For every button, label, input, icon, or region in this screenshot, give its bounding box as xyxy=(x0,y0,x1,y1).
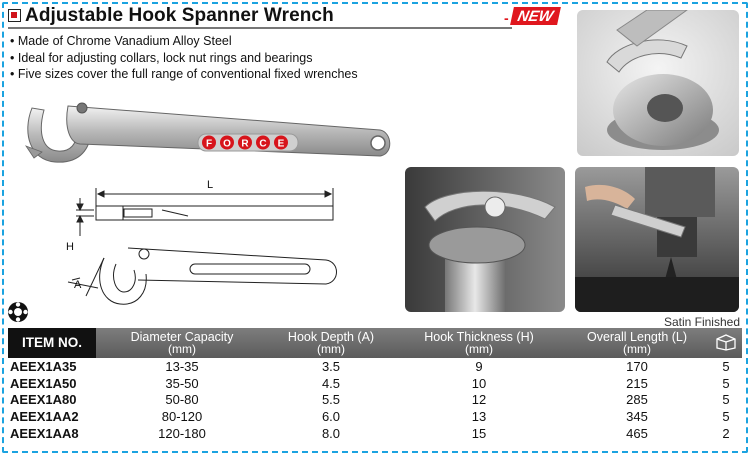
feature-item: • Ideal for adjusting collars, lock nut rings and bearings xyxy=(10,50,358,67)
photo-hand-using-wrench xyxy=(575,167,739,312)
table-row: AEEX1A80 50-80 5.5 12 285 5 xyxy=(10,392,730,408)
logo-letter: F xyxy=(205,138,213,150)
photo-wrench-on-nut xyxy=(577,10,739,156)
feature-item: • Five sizes cover the full range of conventional fixed wrenches xyxy=(10,66,358,83)
logo-letter: O xyxy=(223,138,231,150)
dimension-diagram xyxy=(58,178,348,318)
wrench-illustration xyxy=(20,88,400,178)
logo-letter: E xyxy=(277,138,285,150)
page-title: Adjustable Hook Spanner Wrench xyxy=(25,5,334,26)
new-badge: NEW xyxy=(510,7,561,25)
badge-dash: - xyxy=(504,10,509,26)
photo-wrench-on-bearing xyxy=(405,167,565,312)
finish-note: Satin Finished xyxy=(663,315,740,329)
dimension-label-h: H xyxy=(66,241,74,253)
spec-table xyxy=(8,328,742,442)
column-header: Diameter Capacity (mm) xyxy=(130,330,234,356)
logo-letter: C xyxy=(259,138,267,150)
item-no-header: ITEM NO. xyxy=(8,328,96,358)
box-icon xyxy=(710,328,742,358)
feature-list xyxy=(10,33,358,83)
table-row: AEEX1AA8 120-180 8.0 15 465 2 xyxy=(10,426,730,442)
table-row: AEEX1A35 13-35 3.5 9 170 5 xyxy=(10,358,730,374)
dimension-label-a: A xyxy=(74,279,82,291)
feature-item: • Made of Chrome Vanadium Alloy Steel xyxy=(10,33,358,50)
dimension-label-l: L xyxy=(206,179,214,191)
title-checkbox-icon xyxy=(8,9,21,22)
force-logo xyxy=(198,134,298,151)
title-divider xyxy=(8,27,512,29)
column-header: Hook Depth (A) (mm) xyxy=(287,330,375,356)
table-row: AEEX1AA2 80-120 6.0 13 345 5 xyxy=(10,409,730,425)
chrome-alloy-icon xyxy=(6,300,30,324)
logo-letter: R xyxy=(241,138,249,150)
column-header: Overall Length (L) (mm) xyxy=(586,330,688,356)
table-row: AEEX1A50 35-50 4.5 10 215 5 xyxy=(10,375,730,391)
table-header xyxy=(8,328,742,358)
column-header: Hook Thickness (H) (mm) xyxy=(424,330,534,356)
